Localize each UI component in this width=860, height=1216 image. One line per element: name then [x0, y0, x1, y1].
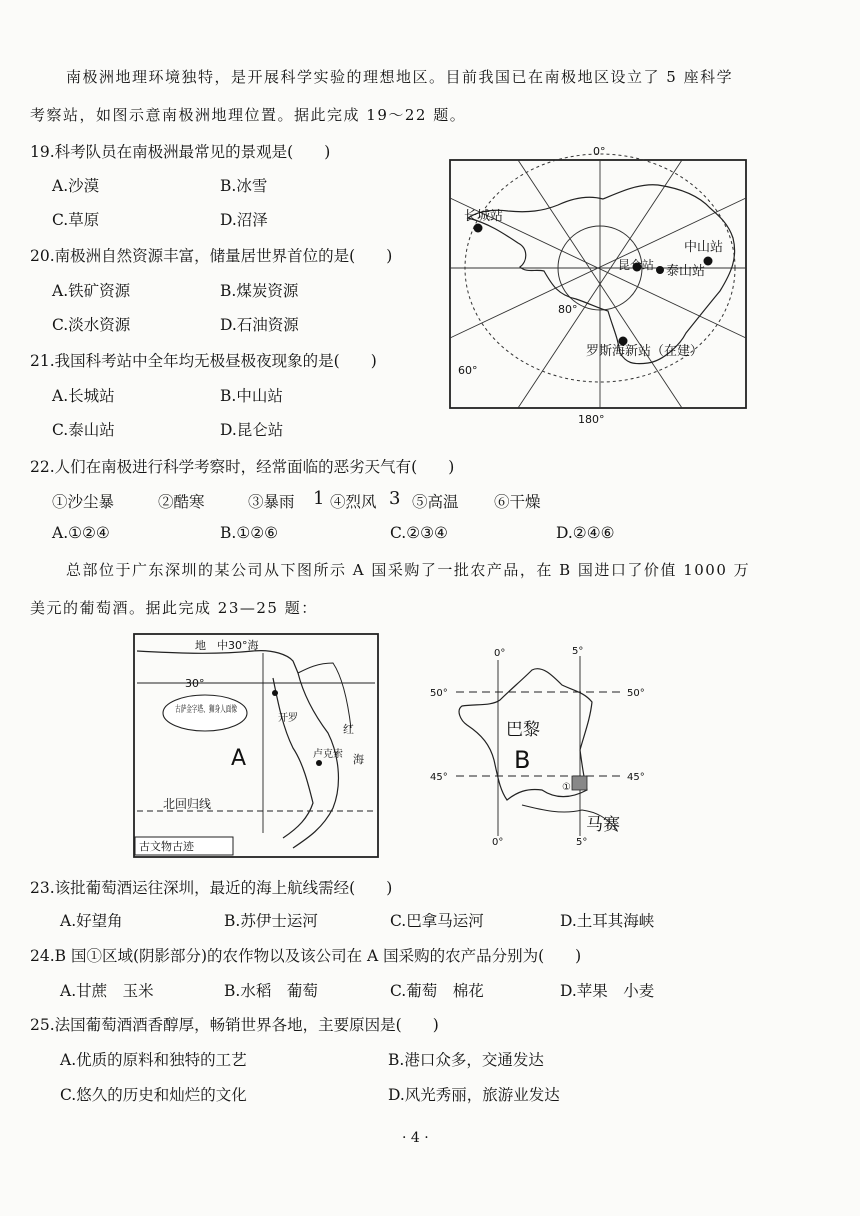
egypt-map — [133, 633, 379, 858]
question-23-option-b[interactable]: B.苏伊士运河 — [224, 912, 318, 930]
question-19-option-a[interactable]: A.沙漠 — [52, 177, 100, 195]
label-lat-45-left: 45° — [430, 772, 448, 783]
question-21-option-a[interactable]: A.长城站 — [52, 387, 115, 405]
label-0-degree: 0° — [593, 145, 606, 158]
question-19-option-d[interactable]: D.沼泽 — [220, 211, 268, 229]
question-21-option-c[interactable]: C.泰山站 — [52, 421, 115, 439]
label-lat-30: 30° — [185, 677, 205, 690]
question-22-option-a[interactable]: A.①②④ — [52, 524, 110, 542]
antarctica-map — [448, 143, 748, 443]
question-24-option-b[interactable]: B.水稻 葡萄 — [224, 982, 318, 1000]
label-cairo: 开罗 — [278, 713, 298, 724]
france-map — [422, 640, 662, 850]
question-22-item-4: ④烈风 — [330, 493, 377, 511]
question-20-option-a[interactable]: A.铁矿资源 — [52, 282, 131, 300]
label-80-degree: 80° — [558, 303, 578, 316]
question-19-option-b[interactable]: B.冰雪 — [220, 177, 268, 195]
question-21-option-b[interactable]: B.中山站 — [220, 387, 283, 405]
label-lat-50-right: 50° — [627, 688, 645, 699]
label-tropic: 北回归线 — [163, 797, 212, 811]
label-lon-5-bottom: 5° — [576, 837, 588, 848]
question-20-option-d[interactable]: D.石油资源 — [220, 316, 299, 334]
label-lat-50-left: 50° — [430, 688, 448, 699]
label-60-degree: 60° — [458, 364, 478, 377]
question-24-option-d[interactable]: D.苹果 小麦 — [560, 982, 655, 1000]
question-22-stem: 22.人们在南极进行科学考察时，经常面临的恶劣天气有( ) — [30, 458, 455, 476]
question-19-stem: 19.科考队员在南极洲最常见的景观是( ) — [30, 143, 331, 161]
label-paris: 巴黎 — [506, 720, 540, 740]
label-sea: 海 — [353, 753, 364, 766]
question-24-option-a[interactable]: A.甘蔗 玉米 — [60, 982, 154, 1000]
label-kunlun-station: 昆仑站 — [618, 258, 655, 272]
label-mediterranean: 地 中30°海 — [195, 639, 259, 652]
label-luosi-station: 罗斯海新站（在建） — [586, 344, 704, 359]
question-25-option-d[interactable]: D.风光秀丽，旅游业发达 — [388, 1086, 560, 1104]
label-pyramid: 古萨金字塔、狮身人面像 — [175, 705, 275, 715]
label-changcheng-station: 长城站 — [464, 209, 504, 224]
label-lon-0: 0° — [494, 648, 506, 659]
label-country-a: A — [231, 746, 247, 771]
question-22-item-1: ①沙尘暴 — [52, 493, 115, 511]
question-22-item-2: ②酷寒 — [158, 493, 205, 511]
question-22-item-6: ⑥干燥 — [494, 493, 541, 511]
question-22-item-3: ③暴雨 — [248, 493, 295, 511]
question-23-option-a[interactable]: A.好望角 — [60, 912, 123, 930]
question-25-option-a[interactable]: A.优质的原料和独特的工艺 — [60, 1051, 247, 1069]
question-19-option-c[interactable]: C.草原 — [52, 211, 100, 229]
label-taishan-station: 泰山站 — [666, 264, 706, 279]
question-25-option-b[interactable]: B.港口众多，交通发达 — [388, 1051, 544, 1069]
handwritten-mark-1: 1 — [313, 488, 325, 509]
intro-2-line-2: 美元的葡萄酒。据此完成 23—25 题： — [30, 599, 318, 617]
handwritten-mark-3: 3 — [389, 488, 401, 509]
question-22-option-c[interactable]: C.②③④ — [390, 524, 448, 542]
label-lon-0-bottom: 0° — [492, 837, 504, 848]
question-23-stem: 23.该批葡萄酒运往深圳，最近的海上航线需经( ) — [30, 879, 393, 897]
question-21-stem: 21.我国科考站中全年均无极昼极夜现象的是( ) — [30, 352, 377, 370]
question-22-option-b[interactable]: B.①②⑥ — [220, 524, 279, 542]
label-lat-45-right: 45° — [627, 772, 645, 783]
intro-1-line-1: 南极洲地理环境独特，是开展科学实验的理想地区。目前我国已在南极地区设立了 5 座科学 — [66, 68, 734, 86]
label-region-1: ① — [562, 782, 571, 793]
label-red: 红 — [343, 723, 354, 736]
intro-2-line-1: 总部位于广东深圳的某公司从下图所示 A 国采购了一批农产品，在 B 国进口了价值 1000 万 — [66, 561, 751, 579]
question-23-option-c[interactable]: C.巴拿马运河 — [390, 912, 484, 930]
question-25-option-c[interactable]: C.悠久的历史和灿烂的文化 — [60, 1086, 247, 1104]
question-22-option-d[interactable]: D.②④⑥ — [556, 524, 615, 542]
label-lon-5: 5° — [572, 646, 584, 657]
page-number: · 4 · — [402, 1130, 429, 1146]
question-25-stem: 25.法国葡萄酒酒香醇厚，畅销世界各地，主要原因是( ) — [30, 1016, 439, 1034]
question-23-option-d[interactable]: D.土耳其海峡 — [560, 912, 655, 930]
label-zhongshan-station: 中山站 — [684, 240, 724, 255]
question-22-item-5: ⑤高温 — [412, 493, 459, 511]
question-20-option-b[interactable]: B.煤炭资源 — [220, 282, 299, 300]
question-24-stem: 24.B 国①区域(阴影部分)的农作物以及该公司在 A 国采购的农产品分别为( ) — [30, 947, 582, 965]
label-luxor: 卢克索 — [313, 749, 343, 760]
label-legend: 古文物古迹 — [139, 840, 194, 853]
label-country-b: B — [514, 746, 531, 774]
label-180-degree: 180° — [578, 413, 605, 426]
question-21-option-d[interactable]: D.昆仑站 — [220, 421, 284, 439]
question-24-option-c[interactable]: C.葡萄 棉花 — [390, 982, 484, 1000]
question-20-option-c[interactable]: C.淡水资源 — [52, 316, 131, 334]
label-marseille: 马赛 — [586, 815, 620, 835]
intro-1-line-2: 考察站，如图示意南极洲地理位置。据此完成 19～22 题。 — [30, 106, 467, 124]
question-20-stem: 20.南极洲自然资源丰富，储量居世界首位的是( ) — [30, 247, 393, 265]
